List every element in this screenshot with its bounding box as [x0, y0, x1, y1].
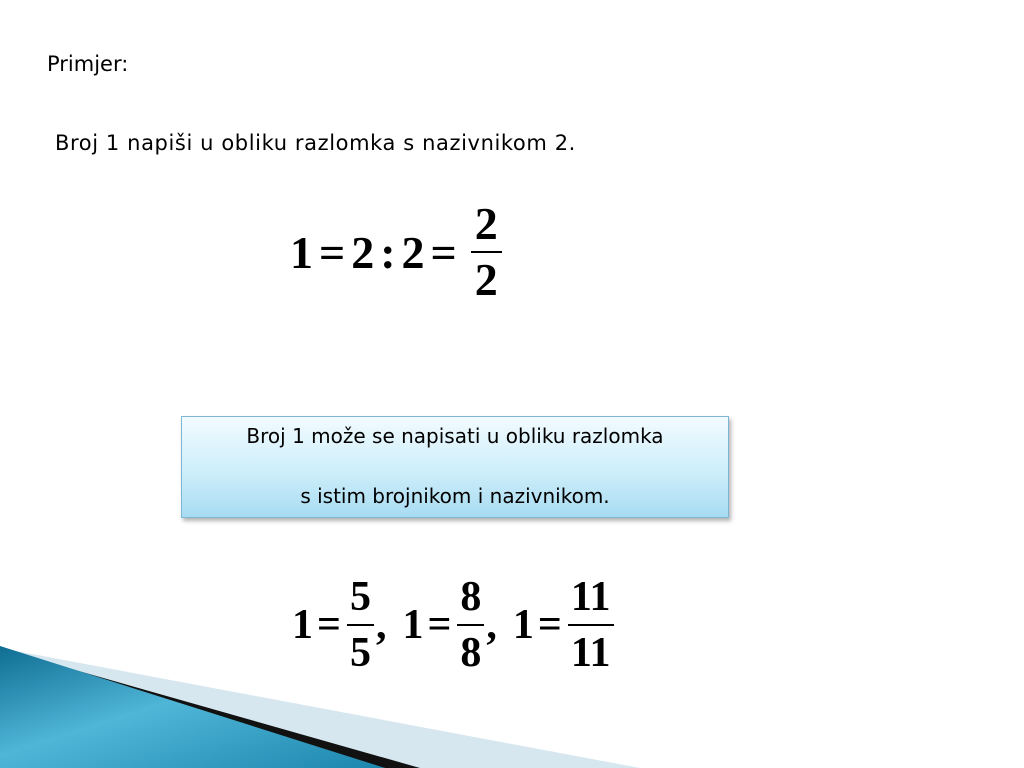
fraction-numerator: 5 [349, 574, 371, 620]
eq-equals: = [430, 226, 457, 278]
eq-dividend: 2 [351, 226, 375, 278]
slide-heading: Primjer: [47, 52, 129, 76]
info-box-line-1: Broj 1 može se napisati u obliku razlomka [246, 424, 664, 448]
example-equals: = [537, 602, 562, 648]
equation-main [290, 196, 502, 308]
example-separator: , [375, 602, 387, 648]
fraction-denominator: 5 [349, 630, 371, 676]
fraction-bar [471, 251, 502, 253]
example-separator: , [486, 602, 497, 648]
eq-divisor: 2 [401, 226, 425, 278]
fraction-bar [457, 624, 484, 626]
fraction-numerator: 8 [460, 574, 482, 620]
task-text: Broj 1 napiši u obliku razlomka s nazivnikom 2. [55, 131, 576, 155]
example-lhs: 1 [292, 602, 313, 648]
fraction-bar [347, 624, 374, 626]
info-box [181, 416, 729, 518]
eq-equals: = [319, 226, 346, 278]
example-lhs: 1 [512, 602, 534, 648]
example-equals: = [427, 602, 452, 648]
example-equals: = [317, 602, 341, 648]
fraction-denominator: 2 [474, 254, 498, 305]
fraction-numerator: 11 [570, 574, 611, 620]
info-box-line-2: s istim brojnikom i nazivnikom. [300, 484, 610, 508]
fraction [471, 199, 502, 305]
eq-division-sign: : [380, 226, 396, 278]
fraction-denominator: 11 [570, 630, 611, 676]
example-lhs: 1 [402, 602, 424, 648]
eq-lhs: 1 [290, 226, 313, 278]
fraction-denominator: 8 [460, 630, 482, 676]
decorative-swoosh [0, 640, 1024, 768]
fraction-bar [568, 624, 614, 626]
fraction-numerator: 2 [474, 198, 498, 249]
